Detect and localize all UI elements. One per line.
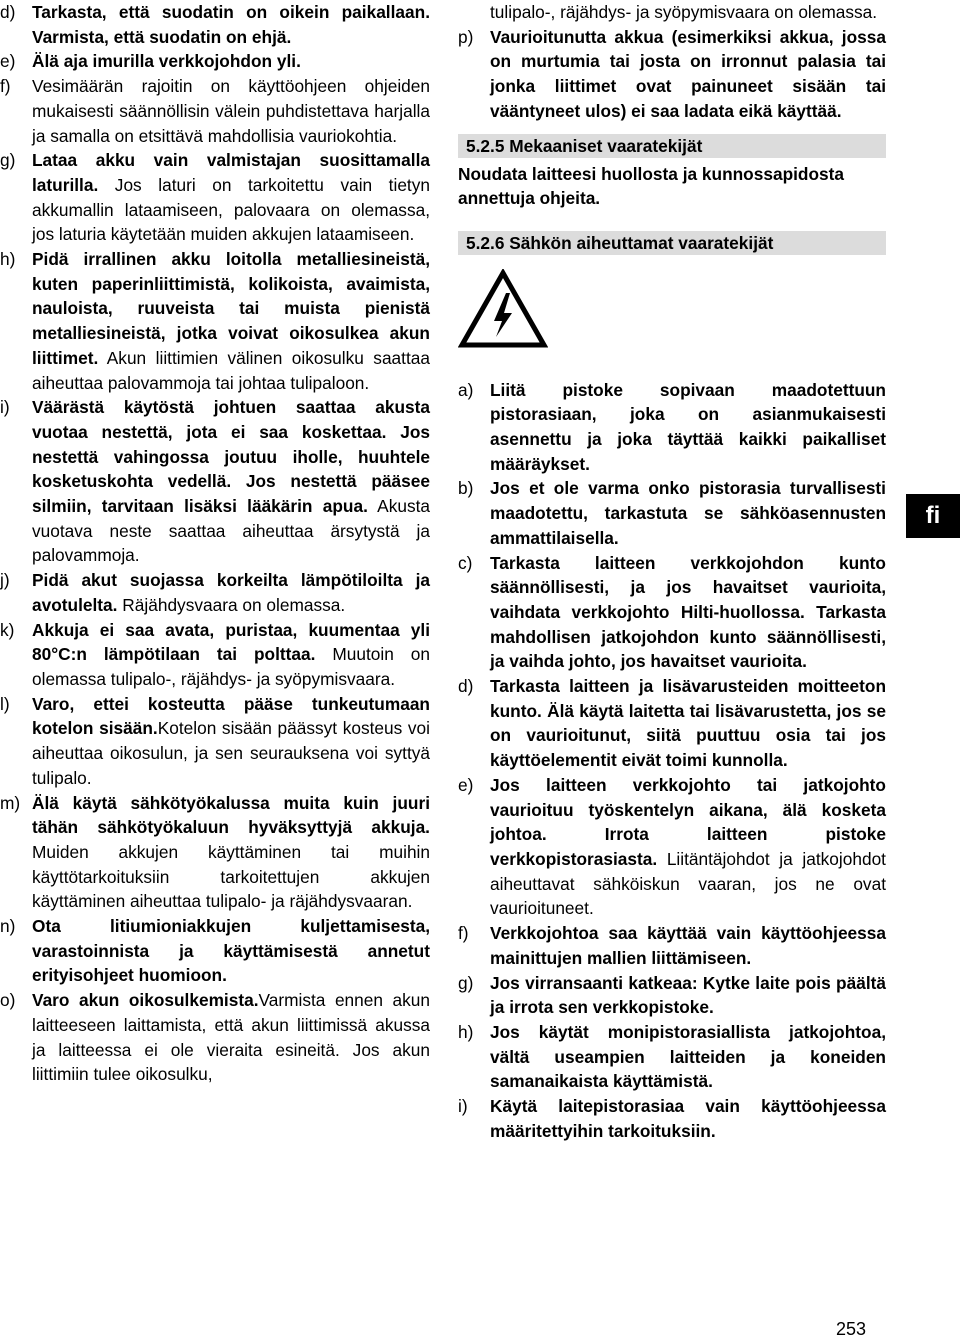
list-item-text: Räjähdysvaara on olemassa. (117, 594, 346, 615)
list-item-label: n) (0, 916, 16, 937)
list-item (458, 773, 886, 921)
continued-text: tulipalo-, räjähdys- ja syöpymisvaara on olemassa. (490, 2, 878, 22)
list-item (0, 247, 430, 395)
list-item (458, 551, 886, 675)
right-column (458, 0, 886, 1143)
section-heading-5-2-5: 5.2.5 Mekaaniset vaaratekijät (458, 134, 886, 158)
list-item-bold-text: Lataa akku vain valmistajan suosittamalla laturilla. (32, 150, 430, 195)
list-item-label: i) (458, 1096, 468, 1117)
list-item-text: Liitäntäjohdot ja jatkojohdot aiheuttavat sähköiskun vaaran, jos ne ovat vaurioituneet. (490, 848, 886, 919)
list-item-text: Varmista ennen akun laitteeseen laittamista, että akun liittimissä akussa ja laitteessa ei ole vieraita esineitä. Jos akun liittimiin tulee oikosulku, (32, 990, 430, 1085)
list-item (0, 395, 430, 568)
list-item-label: p) (458, 26, 474, 47)
list-item-text: Muiden akkujen käyttäminen tai muihin käyttötarkoituksiin tarkoitettujen akkujen käyttäminen aiheuttaa tulipalo- ja räjähdysvaaran. (32, 841, 430, 912)
list-item-label: m) (0, 792, 21, 813)
list-item (0, 618, 430, 692)
section-heading-5-2-6: 5.2.6 Sähkön aiheuttamat vaaratekijät (458, 231, 886, 255)
list-item (0, 0, 430, 49)
list-item (0, 692, 430, 791)
list-item-bold-text: Ota litiumioniakkujen kuljettamisesta, varastoinnista ja käyttämisestä annetut erityisohjeet huomioon. (32, 916, 430, 986)
list-item (0, 74, 430, 148)
list-item-label: j) (0, 570, 10, 591)
list-item (458, 674, 886, 773)
list-item-label: l) (0, 693, 10, 714)
list-item-label: e) (458, 774, 474, 795)
list-item-bold-text: Käytä laitepistorasiaa vain käyttöohjeessa määritettyihin tarkoituksiin. (490, 1096, 886, 1141)
list-item (458, 1020, 886, 1094)
language-tab: fi (906, 494, 960, 538)
list-item-bold-text: Vaurioitunutta akkua (esimerkiksi akkua, jossa on murtumia tai josta on irronnut palasia tai jonka liittimet ovat painuneet sisään tai vääntyneet ulos) ei saa ladata eikä käyttää. (490, 26, 886, 121)
list-item-bold-text: Väärästä käytöstä johtuen saattaa akusta vuotaa nestettä, jota ei saa koskettaa. Jos nestettä vahingossa joutuu iholle, huuhtele kosketuskohta vedellä. Jos nestettä pääsee silmiin, tarvitaan lisäksi lääkärin apua. (32, 397, 430, 517)
list-item-label: c) (458, 552, 473, 573)
list-item-bold-text: Pidä irrallinen akku loitolla metalliesineistä, kuten paperinliittimistä, kolikoista, avaimista, nauloista, ruuveista tai muista pienistä metalliesineistä, jotka voivat oikosulkea akun liittimet. (32, 249, 430, 368)
list-item-bold-text: Jos et ole varma onko pistorasia turvallisesti maadotettu, tarkastuta se sähköasennusten ammattilaisella. (490, 478, 886, 548)
list-item-label: h) (458, 1021, 474, 1042)
list-item-bold-text: Jos virransaanti katkeaa: Kytke laite pois päältä ja irrota sen verkkopistoke. (490, 972, 886, 1018)
list-item-label: h) (0, 249, 16, 270)
list-item-bold-text: Varo, ettei kosteutta pääse tunkeutumaan kotelon sisään. (32, 693, 430, 739)
list-item-label: a) (458, 379, 474, 400)
list-item (0, 988, 430, 1087)
list-item-bold-text: Tarkasta laitteen verkkojohdon kunto säännöllisesti, ja jos havaitset vaurioita, vaihdata verkkojohto Hilti-huollossa. Tarkasta mahdollisen jatkojohdon kunto säännöllisesti, ja vaihda johto, jos havaitset vaurioita. (490, 552, 886, 672)
list-item-text: Vesimäärän rajoitin on käyttöohjeen ohjeiden mukaisesti säännöllisin välein puhdistettava harjalla ja samalla on etsittävä mahdollisia vauriokohtia. (32, 76, 430, 146)
list-item (0, 148, 430, 247)
list-item-label: o) (0, 990, 16, 1011)
list-item-text: Kotelon sisään päässyt kosteus voi aiheuttaa oikosulun, ja sen seurauksena voi syttyä tulipalo. (32, 718, 430, 788)
list-item-bold-text: Akkuja ei saa avata, puristaa, kuumentaa yli 80°C:n lämpötilaan tai polttaa. (32, 619, 430, 665)
list-item-text: Akusta vuotava neste saattaa aiheuttaa ärsytystä ja palovammoja. (32, 496, 430, 566)
list-item-label: f) (458, 923, 469, 944)
list-item-bold-text: Verkkojohtoa saa käyttää vain käyttöohjeessa mainittujen mallien liittämiseen. (490, 923, 886, 968)
list-item (458, 921, 886, 970)
list-item-bold-text: Tarkasta, että suodatin on oikein paikallaan. Varmista, että suodatin on ehjä. (32, 2, 430, 47)
list-item-text: Jos laturi on tarkoitettu vain tietyn akkumallin lataamiseen, palovaara on olemassa, jos laturia käytetään muiden akkujen lataamiseen. (32, 174, 430, 245)
list-item (0, 914, 430, 988)
list-item-text: Akun liittimien välinen oikosulku saattaa aiheuttaa palovammoja tai johtaa tulipaloon. (32, 347, 430, 393)
list-item-bold-text: Pidä akut suojassa korkeilta lämpötiloilta ja avotulelta. (32, 570, 430, 615)
list-item-bold-text: Älä käytä sähkötyökalussa muita kuin juuri tähän sähkötyökaluun hyväksyttyjä akkuja. (32, 792, 430, 838)
list-item (458, 476, 886, 550)
list-item-label: f) (0, 76, 11, 97)
list-item-bold-text: Liitä pistoke sopivaan maadotettuun pistorasiaan, joka on asianmukaisesti asennettu ja joka täyttää kaikki paikalliset määräykset. (490, 379, 886, 474)
list-item-bold-text: Älä aja imurilla verkkojohdon yli. (32, 51, 301, 72)
list-item (458, 971, 886, 1020)
list-item (0, 791, 430, 915)
list-item-text: Muutoin on olemassa tulipalo-, räjähdys- ja syöpymisvaara. (32, 644, 430, 689)
section-5-2-5-text: Noudata laitteesi huollosta ja kunnossapidosta annettuja ohjeita. (458, 163, 845, 209)
list-item-bold-text: Varo akun oikosulkemista. (32, 990, 259, 1011)
list-item-bold-text: Tarkasta laitteen ja lisävarusteiden moitteeton kunto. Älä käytä laitetta tai lisävarustetta, jos se on vaurioitunut, siitä puuttuu osia tai jos käyttöelementit eivät toimi kunnolla. (490, 676, 886, 771)
list-item-label: k) (0, 619, 15, 640)
list-item-label: b) (458, 478, 474, 499)
list-item-bold-text: Jos käytät monipistorasiallista jatkojohtoa, vältä useampien laitteiden ja koneiden samanaikaista käyttämistä. (490, 1021, 886, 1092)
electric-hazard-warning-icon (458, 269, 886, 356)
list-item (458, 25, 886, 124)
list-item-label: g) (0, 150, 16, 171)
list-item (0, 49, 430, 74)
list-item-label: i) (0, 397, 10, 418)
list-item (0, 568, 430, 617)
list-item-label: d) (0, 2, 16, 22)
list-item-bold-text: Jos laitteen verkkojohto tai jatkojohto vaurioituu työskentelyn aikana, älä kosketa johtoa. Irrota laitteen pistoke verkkopistorasiasta. (490, 774, 886, 869)
page-number: 253 (836, 1319, 867, 1339)
list-item-label: e) (0, 51, 16, 72)
list-item-label: d) (458, 676, 474, 697)
list-item (458, 378, 886, 477)
left-column (0, 0, 430, 1087)
list-item-label: g) (458, 972, 474, 993)
list-item (458, 1094, 886, 1143)
